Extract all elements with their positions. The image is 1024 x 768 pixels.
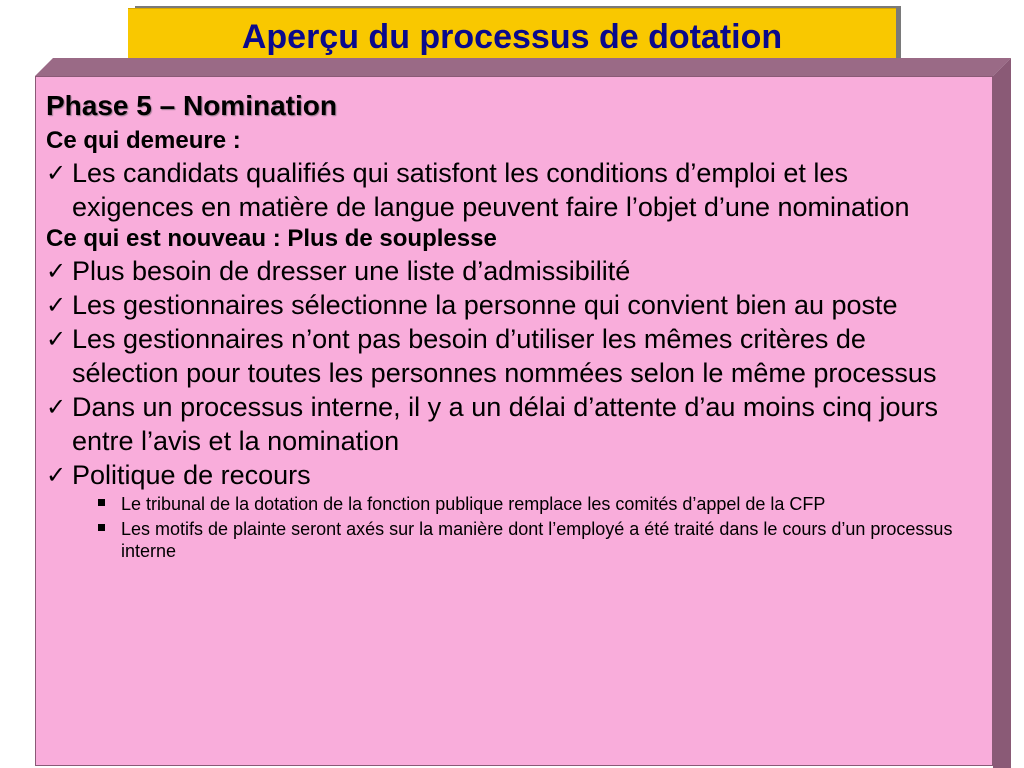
list-item-text: Dans un processus interne, il y a un délai d’attente d’au moins cinq jours entre l’avis et la nomination <box>72 392 938 456</box>
checkmark-icon: ✓ <box>46 461 67 489</box>
list-item <box>46 288 976 322</box>
sub-list-item <box>46 493 976 515</box>
section-heading-new: Ce qui est nouveau : Plus de souplesse <box>46 225 497 252</box>
checkmark-icon: ✓ <box>46 291 67 319</box>
sub-list-item <box>46 518 976 562</box>
square-bullet-icon <box>98 524 105 531</box>
phase-title: Phase 5 – Nomination <box>46 90 337 121</box>
sub-list-item-text: Le tribunal de la dotation de la fonction publique remplace les comités d’appel de la CFP <box>121 494 826 514</box>
checkmark-icon: ✓ <box>46 159 67 187</box>
sub-list-item-text: Les motifs de plainte seront axés sur la manière dont l’employé a été traité dans le cours d’un processus interne <box>121 519 953 561</box>
slide-content <box>46 86 976 565</box>
list-item <box>46 254 976 288</box>
checkmark-icon: ✓ <box>46 393 67 421</box>
section-heading-remains: Ce qui demeure : <box>46 127 241 154</box>
list-item <box>46 458 976 492</box>
list-item-text: Politique de recours <box>72 460 311 490</box>
content-box-side-face <box>993 58 1011 768</box>
list-item <box>46 390 976 458</box>
list-item-text: Les candidats qualifiés qui satisfont les conditions d’emploi et les exigences en matière de langue peuvent faire l’objet d’une nomination <box>72 158 910 222</box>
sub-list <box>46 493 976 562</box>
content-box-top-face <box>35 58 1011 76</box>
checkmark-icon: ✓ <box>46 257 67 285</box>
list-item <box>46 322 976 390</box>
square-bullet-icon <box>98 499 105 506</box>
slide-title: Aperçu du processus de dotation <box>241 18 783 56</box>
list-item-text: Les gestionnaires n’ont pas besoin d’utiliser les mêmes critères de sélection pour toutes les personnes nommées selon le même processus <box>72 324 937 388</box>
list-item-text: Plus besoin de dresser une liste d’admissibilité <box>72 256 631 286</box>
list-item-text: Les gestionnaires sélectionne la personne qui convient bien au poste <box>72 290 898 320</box>
list-item <box>46 156 976 224</box>
checkmark-icon: ✓ <box>46 325 67 353</box>
